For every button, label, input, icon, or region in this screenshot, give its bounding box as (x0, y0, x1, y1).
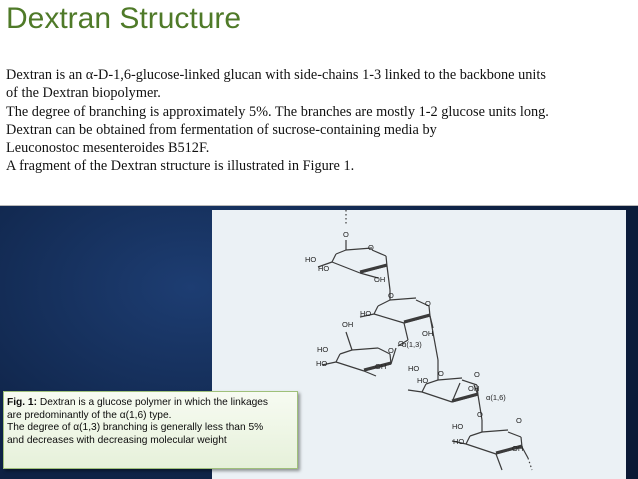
paragraph-line: Dextran can be obtained from fermentation of sucrose-containing media by (6, 121, 437, 138)
caption-text: Dextran is a glucose polymer in which the linkages (37, 397, 269, 408)
atom-label: O (477, 410, 483, 419)
linkage-label: α(1,3) (402, 340, 422, 349)
atom-label: HO (318, 264, 330, 273)
atom-label: OH (422, 329, 434, 338)
atom-label: O (343, 230, 349, 239)
linkage-label: α(1,6) (486, 393, 506, 402)
atom-label: OH (375, 362, 387, 371)
paragraph-line: Dextran is an α-D-1,6-glucose-linked glucan with side-chains 1-3 linked to the backbone units (6, 67, 546, 83)
slide-title: Dextran Structure (6, 2, 242, 35)
atom-label: HO (417, 376, 429, 385)
atom-label: O (388, 291, 394, 300)
paragraph-line: The degree of branching is approximately 5%. The branches are mostly 1-2 glucose units long. (6, 103, 549, 120)
text-panel (0, 0, 638, 206)
atom-label: HO (305, 255, 317, 264)
caption-line (7, 397, 294, 410)
atom-label: OH (512, 444, 524, 453)
caption-fig-label: Fig. 1: (7, 397, 37, 408)
paragraph-line: A fragment of the Dextran structure is illustrated in Figure 1. (6, 158, 355, 175)
atom-label: OH (468, 384, 480, 393)
caption-line: are predominantly of the α(1,6) type. (7, 409, 172, 421)
paragraph-line: Leuconostoc mesenteroides B512F. (6, 140, 210, 157)
atom-label: O (516, 416, 522, 425)
paragraph-line: of the Dextran biopolymer. (6, 85, 161, 102)
atom-label: OH (374, 275, 386, 284)
atom-label: O (425, 299, 431, 308)
atom-label: HO (453, 437, 465, 446)
body-paragraph (6, 66, 634, 176)
atom-label: OH (342, 320, 354, 329)
atom-label: HO (408, 364, 420, 373)
atom-label: O (438, 369, 444, 378)
caption-line: The degree of α(1,3) branching is generally less than 5% (7, 422, 264, 434)
atom-label: O (474, 370, 480, 379)
atom-label: HO (317, 345, 329, 354)
figure-caption (3, 391, 298, 469)
atom-label: O (398, 339, 404, 348)
atom-label: O (368, 243, 374, 252)
caption-line: and decreases with decreasing molecular weight (7, 434, 227, 446)
atom-label: O (388, 346, 394, 355)
atom-label: HO (316, 359, 328, 368)
atom-label: HO (360, 309, 372, 318)
atom-label: HO (452, 422, 464, 431)
